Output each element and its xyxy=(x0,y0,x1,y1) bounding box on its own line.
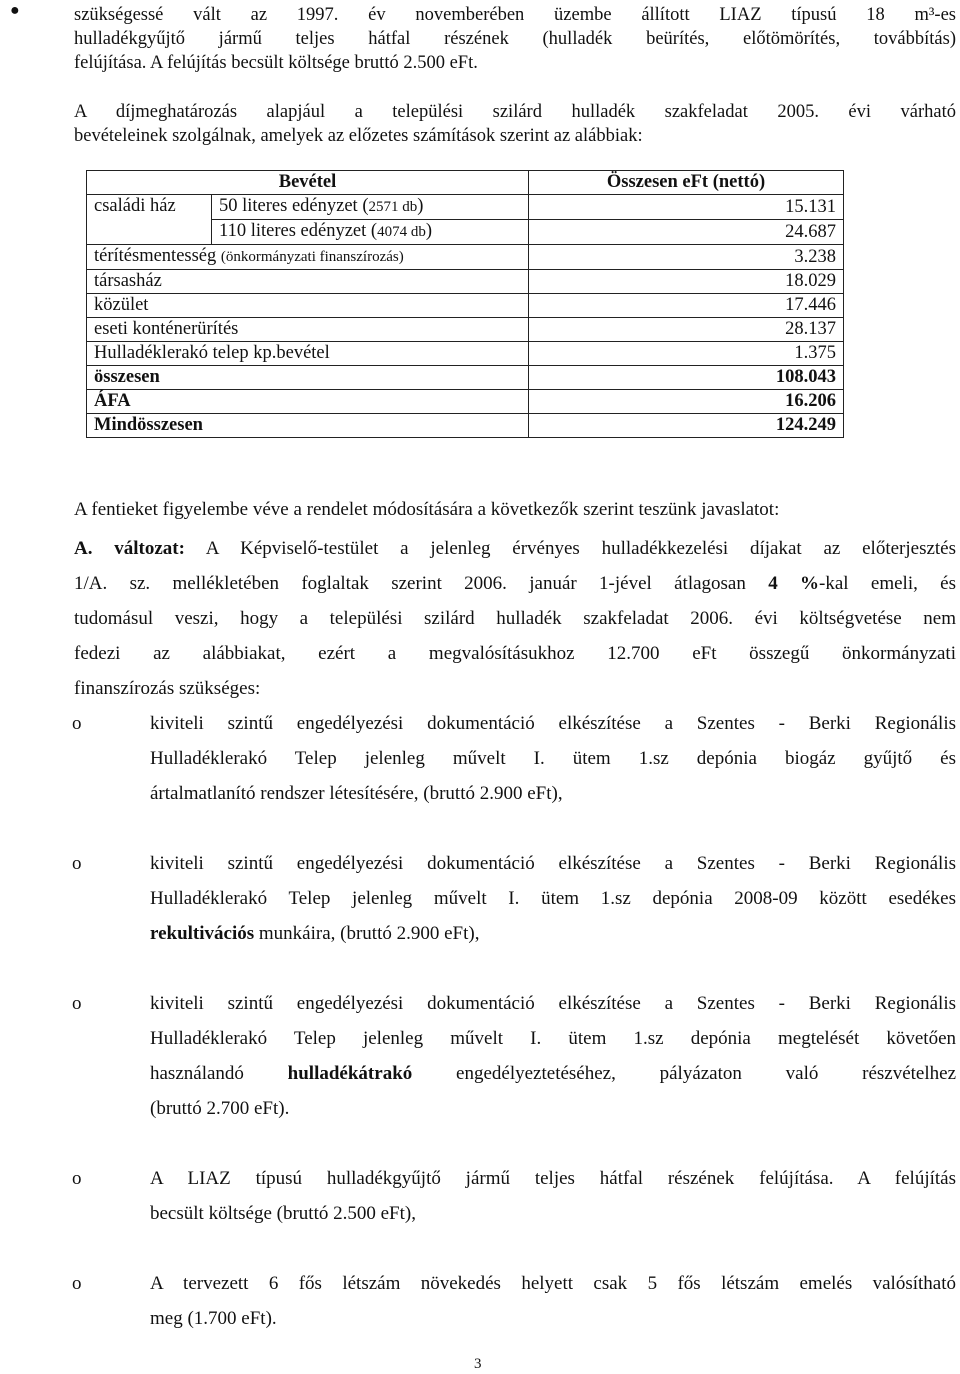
variant-line: finanszírozás szükséges: xyxy=(74,678,261,699)
item-line: Hulladéklerakó Telep jelenleg művelt I. ütem 1.sz depónia 2008-09 között esedékes xyxy=(150,888,956,909)
table-row xyxy=(87,195,844,220)
item-line: A tervezett 6 fős létszám növekedés helyett csak 5 fős létszám emelés valósítható xyxy=(150,1273,956,1294)
item-line: Hulladéklerakó Telep jelenleg művelt I. ütem 1.sz depónia biogáz gyűjtő és xyxy=(150,748,956,769)
row-label xyxy=(87,245,529,270)
list-marker: o xyxy=(72,1168,82,1189)
row-label: összesen xyxy=(87,366,529,390)
item-line: Hulladéklerakó Telep jelenleg művelt I. ütem 1.sz depónia megtelését követően xyxy=(150,1028,956,1049)
row-note: 2571 db xyxy=(368,199,418,215)
list-marker: o xyxy=(72,853,82,874)
row-note: (önkormányzati finanszírozás) xyxy=(220,249,404,265)
table-row-grand-total xyxy=(87,414,844,438)
item-line xyxy=(150,1056,956,1091)
row-value: 24.687 xyxy=(529,220,844,245)
row-value: 15.131 xyxy=(529,195,844,220)
row-label: ÁFA xyxy=(87,390,529,414)
row-label: Mindösszesen xyxy=(87,414,529,438)
table-row xyxy=(87,318,844,342)
variant-label: A. változat: xyxy=(74,538,185,559)
item-line: kiviteli szintű engedélyezési dokumentáció elkészítése a Szentes - Berki Regionális xyxy=(150,713,956,734)
variant-percent: 4 % xyxy=(768,573,820,594)
row-value: 1.375 xyxy=(529,342,844,366)
list-marker: o xyxy=(72,713,82,734)
intro-line: szükségessé vált az 1997. év novemberében üzembe állított LIAZ típusú 18 m³-es xyxy=(74,5,956,25)
intro-line: felújítása. A felújítás becsült költsége bruttó 2.500 eFt. xyxy=(74,53,478,73)
row-value: 18.029 xyxy=(529,270,844,294)
page-number: 3 xyxy=(474,1356,482,1372)
item-line: ártalmatlanító rendszer létesítésére, (bruttó 2.900 eFt), xyxy=(150,783,563,804)
variant-line: fedezi az alábbiakat, ezért a megvalósításukhoz 12.700 eFt összegű önkormányzati xyxy=(74,643,956,664)
variant-line xyxy=(74,566,956,601)
row-label: közület xyxy=(87,294,529,318)
row-label: Hulladéklerakó telep kp.bevétel xyxy=(87,342,529,366)
item-line-text: használandó xyxy=(150,1063,244,1084)
row-value: 124.249 xyxy=(529,414,844,438)
proposal-intro: A fentieket figyelembe véve a rendelet módosítására a következők szerint teszünk javaslatot: xyxy=(74,499,780,520)
header-bevetel: Bevétel xyxy=(87,171,529,195)
variant-line-text: A Képviselő-testület a jelenleg érvényes hulladékkezelési díjakat az előterjesztés xyxy=(205,538,957,559)
row-label: 50 literes edényzet (2571 db) xyxy=(212,195,529,220)
item-line: kiviteli szintű engedélyezési dokumentáció elkészítése a Szentes - Berki Regionális xyxy=(150,853,956,874)
row-label: eseti konténerürítés xyxy=(87,318,529,342)
variant-line-text: 1/A. sz. mellékletében foglaltak szerint 2006. január 1-jével átlagosan xyxy=(74,573,746,594)
row-label: 110 literes edényzet (4074 db) xyxy=(212,220,529,245)
item-line: meg (1.700 eFt). xyxy=(150,1308,277,1329)
variant-line: tudomásul veszi, hogy a települési szilárd hulladék szakfeladat 2006. évi költségvetése nem xyxy=(74,608,956,629)
row-label-text: 110 literes edényzet xyxy=(219,221,367,241)
row-value: 28.137 xyxy=(529,318,844,342)
table-row xyxy=(87,294,844,318)
row-value: 17.446 xyxy=(529,294,844,318)
row-note: 4074 db xyxy=(377,224,426,240)
variant-line xyxy=(74,531,956,566)
intro-line: hulladékgyűjtő jármű teljes hátfal részének (hulladék beürítés, előtömörítés, továbbítás) xyxy=(74,29,956,49)
intro-para-line: A díjmeghatározás alapjául a települési szilárd hulladék szakfeladat 2005. évi várható xyxy=(74,102,956,122)
item-bold-word: hulladékátrakó xyxy=(287,1063,413,1084)
row-value: 108.043 xyxy=(529,366,844,390)
list-marker: o xyxy=(72,1273,82,1294)
item-line: kiviteli szintű engedélyezési dokumentáció elkészítése a Szentes - Berki Regionális xyxy=(150,993,956,1014)
table-row xyxy=(87,245,844,270)
intro-para-line: bevételeinek szolgálnak, amelyek az előzetes számítások szerint az alábbiak: xyxy=(74,126,643,146)
table-header-row xyxy=(87,171,844,195)
variant-line-text: -kal emeli, és xyxy=(819,573,956,594)
item-line xyxy=(150,916,956,951)
row-label: társasház xyxy=(87,270,529,294)
table-row xyxy=(87,342,844,366)
table-row-total xyxy=(87,366,844,390)
item-line-text: engedélyeztetéséhez, pályázaton való részvételhez xyxy=(456,1063,957,1084)
row-value: 16.206 xyxy=(529,390,844,414)
table-row xyxy=(87,270,844,294)
list-marker: o xyxy=(72,993,82,1014)
item-bold-word: rekultivációs xyxy=(150,923,255,944)
header-osszesen: Összesen eFt (nettó) xyxy=(529,171,844,195)
revenue-table xyxy=(86,170,844,438)
table-row-vat xyxy=(87,390,844,414)
row-note-text: önkormányzati finanszírozás xyxy=(225,249,399,265)
row-value: 3.238 xyxy=(529,245,844,270)
row-group-label: családi ház xyxy=(87,195,212,245)
bullet-icon: ● xyxy=(10,2,20,19)
item-line: A LIAZ típusú hulladékgyűjtő jármű teljes hátfal részének felújítása. A felújítás xyxy=(150,1168,956,1189)
item-line: (bruttó 2.700 eFt). xyxy=(150,1098,290,1119)
row-label-text: térítésmentesség xyxy=(94,246,217,266)
row-label-text: 50 literes edényzet xyxy=(219,196,358,216)
item-line: becsült költsége (bruttó 2.500 eFt), xyxy=(150,1203,416,1224)
item-line-text: munkáira, (bruttó 2.900 eFt), xyxy=(258,923,480,944)
